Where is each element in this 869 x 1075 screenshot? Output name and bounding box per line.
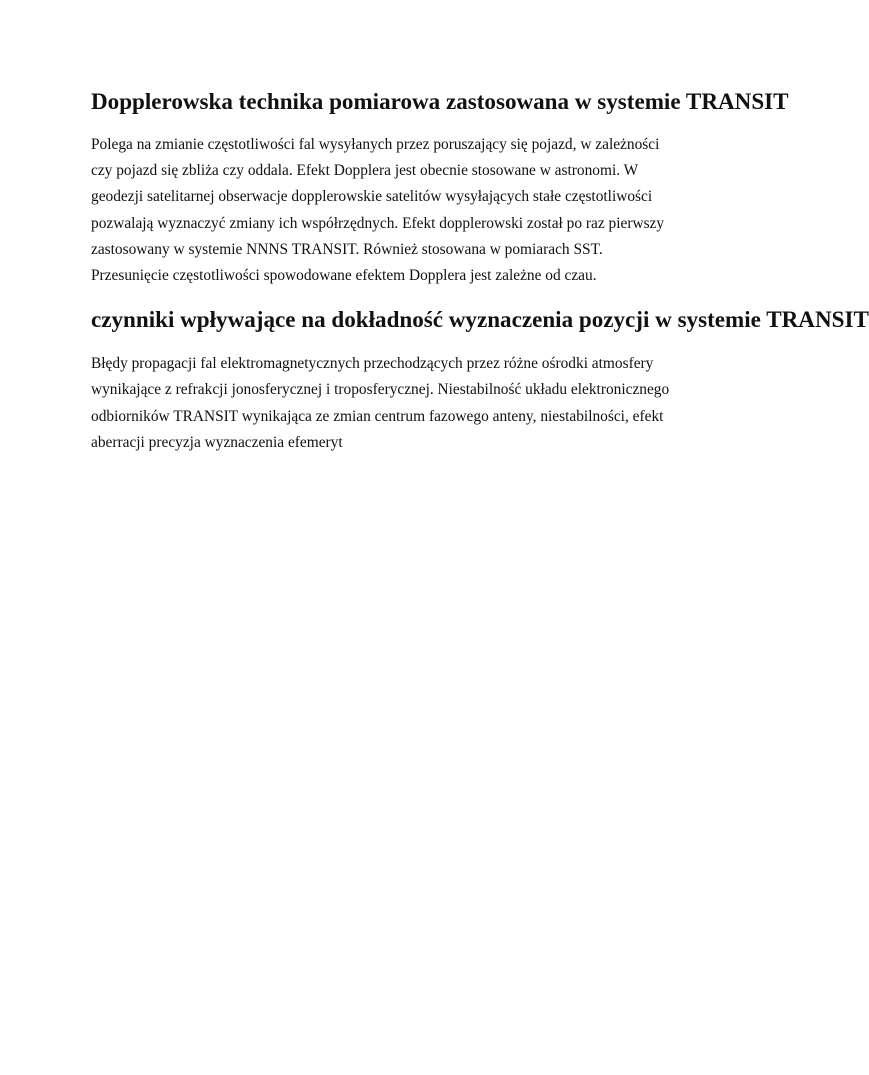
paragraph-line: zastosowany w systemie NNNS TRANSIT. Również stosowana w pomiarach SST. <box>91 240 603 258</box>
paragraph-line: pozwalają wyznaczyć zmiany ich współrzędnych. Efekt dopplerowski został po raz pierwszy <box>91 214 665 232</box>
paragraph-line: Przesunięcie częstotliwości spowodowane efektem Dopplera jest zależne od czau. <box>91 267 597 285</box>
paragraph-line: geodezji satelitarnej obserwacje dopplerowskie satelitów wysyłających stałe częstotliwości <box>91 188 653 206</box>
paragraph-line: Błędy propagacji fal elektromagnetycznych przechodzących przez różne ośrodki atmosfery <box>91 355 654 373</box>
paragraph-line: Polega na zmianie częstotliwości fal wysyłanych przez poruszający się pojazd, w zależności <box>91 136 660 153</box>
paragraph-accuracy-factors <box>91 351 681 456</box>
section-heading-doppler: Dopplerowska technika pomiarowa zastosowana w systemie TRANSIT <box>91 88 789 114</box>
paragraph-doppler <box>91 132 681 289</box>
document-body <box>91 88 869 456</box>
paragraph-line: aberracji precyzja wyznaczenia efemeryt <box>91 433 343 451</box>
paragraph-line: wynikające z refrakcji jonosferycznej i troposferycznej. Niestabilność układu elektronicznego <box>91 381 670 399</box>
paragraph-line: czy pojazd się zbliża czy oddala. Efekt Dopplera jest obecnie stosowane w astronomi. W <box>91 162 639 180</box>
paragraph-line: odbiorników TRANSIT wynikająca ze zmian centrum fazowego anteny, niestabilności, efekt <box>91 407 664 425</box>
section-heading-accuracy-factors: czynniki wpływające na dokładność wyznaczenia pozycji w systemie TRANSIT <box>91 306 869 333</box>
